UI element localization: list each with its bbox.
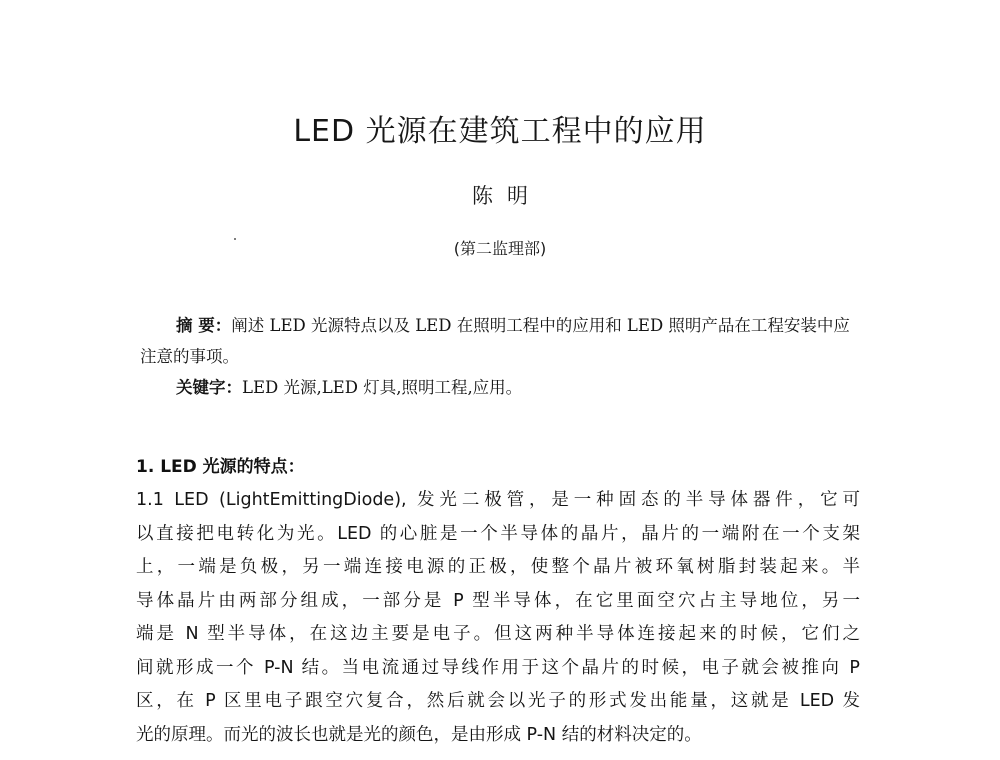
body-line: 区，在 P 区里电子跟空穴复合，然后就会以光子的形式发出能量，这就是 LED 发 xyxy=(136,691,860,711)
body-line: 端是 N 型半导体，在这边主要是电子。但这两种半导体连接起来的时候，它们之 xyxy=(136,624,860,644)
section-heading: 1. LED 光源的特点： xyxy=(136,457,305,477)
author-affiliation: (第二监理部) xyxy=(453,239,547,258)
body-line: 以直接把电转化为光。LED 的心脏是一个半导体的晶片，晶片的一端附在一个支架 xyxy=(136,523,860,544)
abstract-block xyxy=(140,310,862,403)
body-line: 1.1 LED (LightEmittingDiode), 发光二极管，是一种固态的半导体器件，它可 xyxy=(136,490,860,510)
section-body xyxy=(136,484,860,752)
keywords-paragraph xyxy=(140,372,862,403)
abstract-paragraph xyxy=(140,310,862,372)
abstract-label: 摘 要： xyxy=(176,316,232,335)
scan-speck xyxy=(234,238,236,240)
paper-title: LED 光源在建筑工程中的应用 xyxy=(293,114,707,149)
abstract-text: 阐述 LED 光源特点以及 LED 在照明工程中的应用和 LED 照明产品在工程安装中应注意的事项。 xyxy=(140,316,850,366)
body-line: 间就形成一个 P-N 结。当电流通过导线作用于这个晶片的时候，电子就会被推向 P xyxy=(136,657,860,678)
keywords-text: LED 光源,LED 灯具,照明工程,应用。 xyxy=(242,378,523,397)
body-line: 导体晶片由两部分组成，一部分是 P 型半导体，在它里面空穴占主导地位，另一 xyxy=(136,590,860,611)
keywords-label: 关键字： xyxy=(176,378,242,397)
author-name: 陈明 xyxy=(472,184,542,208)
body-line: 光的原理。而光的波长也就是光的颜色，是由形成 P-N 结的材料决定的。 xyxy=(136,724,702,745)
body-line: 上，一端是负极，另一端连接电源的正极，使整个晶片被环氧树脂封装起来。半 xyxy=(136,557,860,577)
